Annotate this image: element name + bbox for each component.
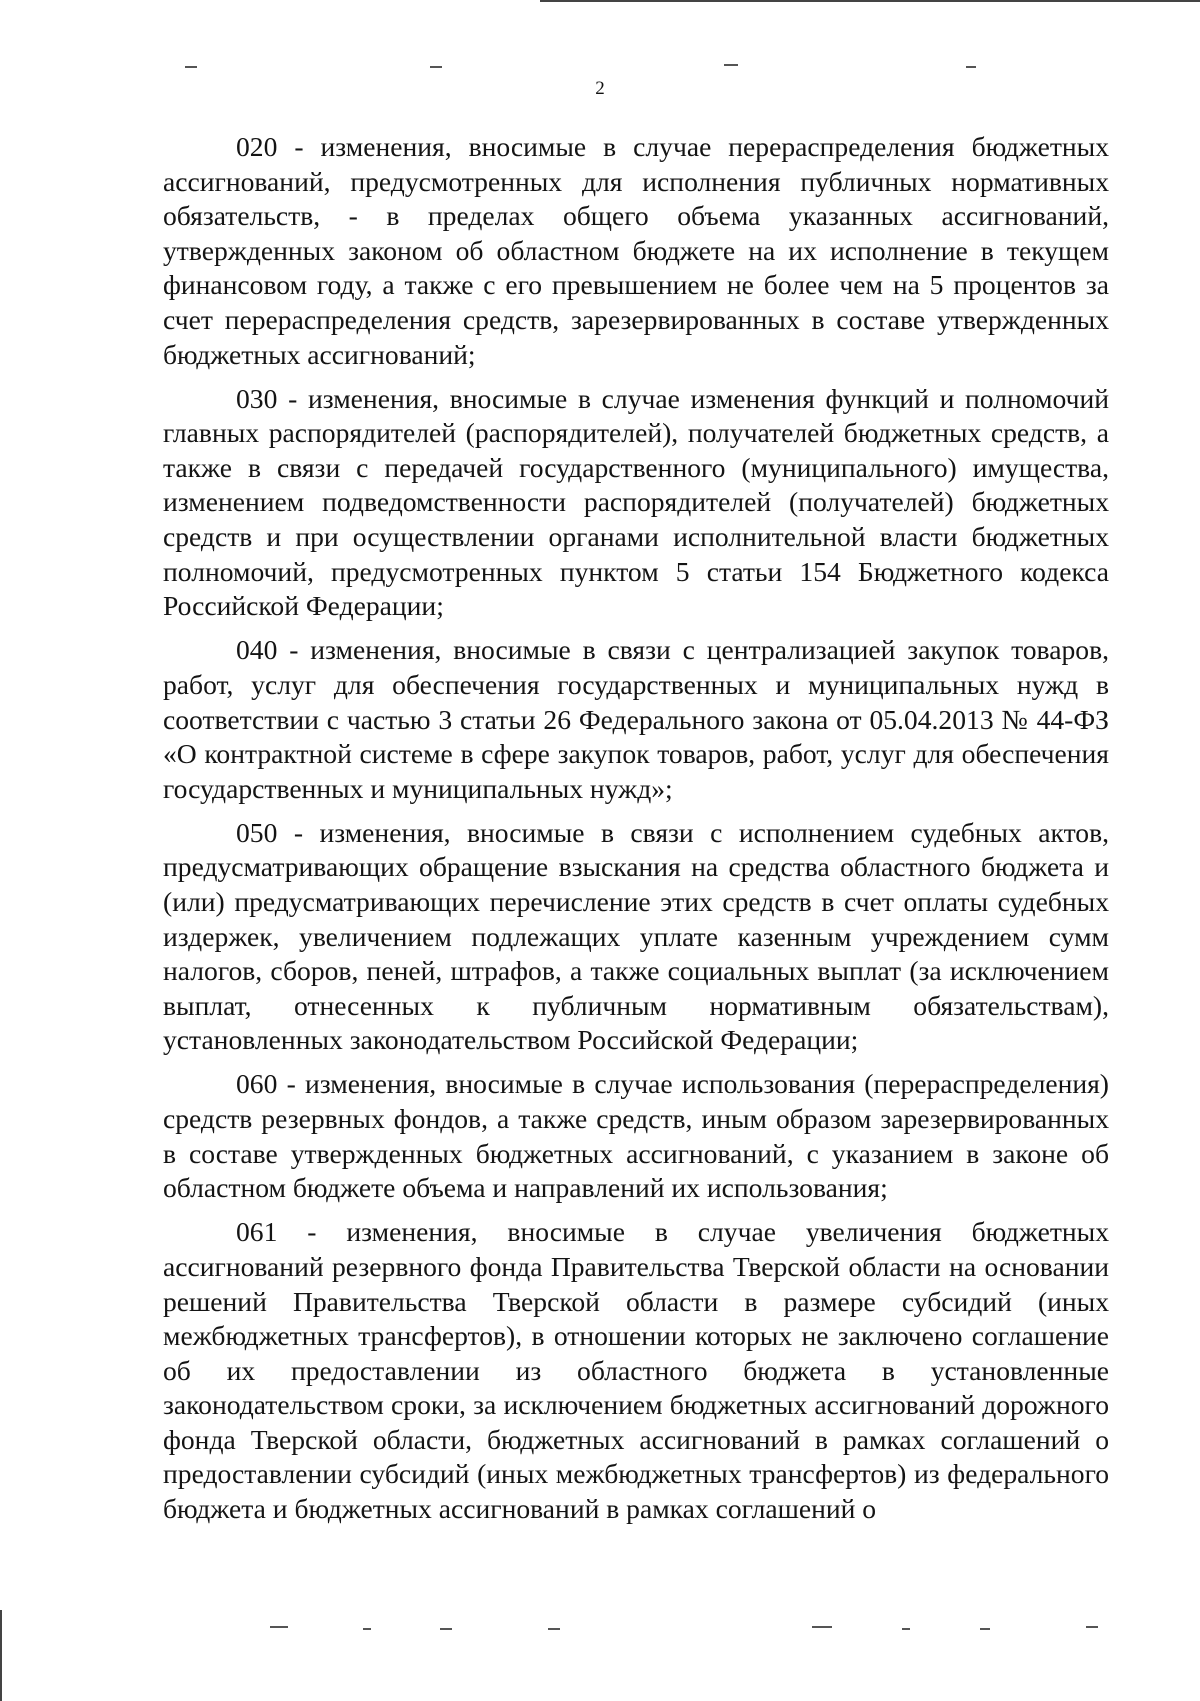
scan-mark [548, 1628, 560, 1630]
paragraph-030: 030 - изменения, вносимые в случае изменения функций и полномочий главных распорядителей (распорядителей), получателей бюджетных средств, а также в связи с передачей государственного (муниципального) имущества, изменением подведомственности распорядителей (получателей) бюджетных средств и при осуществлении органами исполнительной власти бюджетных полномочий, предусмотренных пунктом 5 статьи 154 Бюджетного кодекса Российской Федерации; [163, 382, 1109, 622]
scan-mark [966, 66, 976, 68]
paragraph-050: 050 - изменения, вносимые в связи с исполнением судебных актов, предусматривающих обращение взыскания на средства областного бюджета и (или) предусматривающих перечисление этих средств в счет оплаты судебных издержек, увеличением подлежащих уплате казенным учреждением сумм налогов, сборов, пеней, штрафов, а также социальных выплат (за исключением выплат, отнесенных к публичным нормативным обязательствам), установленных законодательством Российской Федерации; [163, 816, 1109, 1056]
paragraph-040: 040 - изменения, вносимые в связи с централизацией закупок товаров, работ, услуг для обеспечения государственных и муниципальных нужд в соответствии с частью 3 статьи 26 Федерального закона от 05.04.2013 № 44-ФЗ «О контрактной системе в сфере закупок товаров, работ, услуг для обеспечения государственных и муниципальных нужд»; [163, 634, 1109, 804]
scan-mark [363, 1628, 371, 1630]
scan-border-left [0, 1610, 2, 1701]
document-body [163, 130, 1109, 1536]
scan-mark [1086, 1626, 1098, 1628]
paragraph-020: 020 - изменения, вносимые в случае перераспределения бюджетных ассигнований, предусмотренных для исполнения публичных нормативных обязательств, - в пределах общего объема указанных ассигнований, утвержденных законом об областном бюджете на их исполнение в текущем финансовом году, а также с его превышением не более чем на 5 процентов за счет перераспределения средств, зарезервированных в составе утвержденных бюджетных ассигнований; [163, 131, 1109, 370]
scan-mark [980, 1628, 990, 1630]
page-number: 2 [595, 78, 605, 99]
scan-mark [185, 66, 197, 68]
scan-border-top [540, 0, 1200, 2]
scan-mark [724, 64, 738, 66]
paragraph-060: 060 - изменения, вносимые в случае использования (перераспределения) средств резервных фондов, а также средств, иным образом зарезервированных в составе утвержденных бюджетных ассигнований, с указанием в законе об областном бюджете объема и направлений их использования; [163, 1068, 1109, 1204]
scan-mark [812, 1626, 832, 1628]
scan-mark [902, 1628, 910, 1630]
paragraph-061: 061 - изменения, вносимые в случае увеличения бюджетных ассигнований резервного фонда Правительства Тверской области на основании решений Правительства Тверской области в размере субсидий (иных межбюджетных трансфертов), в отношении которых не заключено соглашение об их предоставлении из областного бюджета в установленные законодательством сроки, за исключением бюджетных ассигнований дорожного фонда Тверской области, бюджетных ассигнований в рамках соглашений о предоставлении субсидий (иных межбюджетных трансфертов) из федерального бюджета и бюджетных ассигнований в рамках соглашений о [163, 1216, 1109, 1525]
scan-mark [270, 1626, 288, 1628]
scan-mark [440, 1628, 452, 1630]
scan-mark [430, 66, 442, 68]
